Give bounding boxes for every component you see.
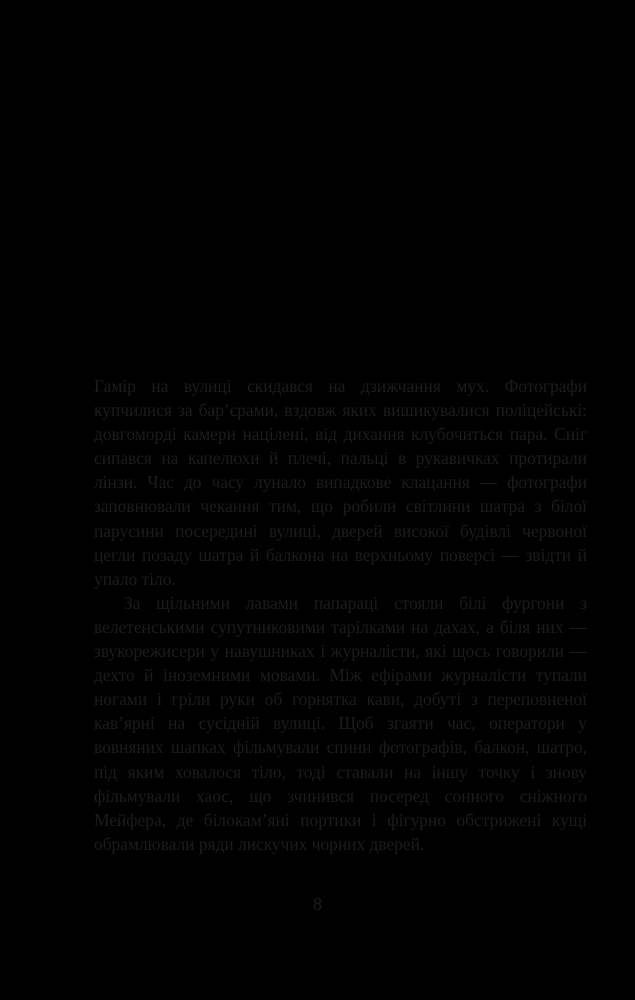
page-number: 8 [313,894,322,914]
paragraph-1: Гамір на вулиці скидався на дзижчання мух. Фотографи купчилися за бар’єрами, вздовж яких вишикувалися поліцейські: довгоморді камери націлені, від дихання клубочиться пара. Сніг сипався на капелюхи й плечі, пальці в рукавичках протирали лінзи. Час до часу лунало випадкове клацання — фотографи заповнювали чекання тим, що робили світлини шатра з білої парусини посередині вулиці, дверей високої будівлі червоної цегли позаду шатра й балкона на верхньому поверсі — звідти й упало тіло. [94,376,587,589]
body-text [94,374,587,856]
paragraph-2: За щільними лавами папараці стояли білі фургони з велетенськими супутниковими тарілками на дахах, а біля них — звукорежисери у навушниках і журналісти, які щось говорили — дехто й іноземними мовами. Між ефірами журналісти тупали ногами і гріли руки об горнятка кави, добуті з переповненої кав’ярні на сусідній вулиці. Щоб згаяти час, оператори у вовняних шапках фільмували спини фотографів, балкон, шатро, під яким ховалося тіло, тоді ставали на іншу точку і знову фільмували хаос, що зчинився посеред сонного сніжного Мейфера, де білокам’яні портики і фігурно обстрижені кущі обрамлювали ряди лискучих чорних дверей. [94,592,587,854]
